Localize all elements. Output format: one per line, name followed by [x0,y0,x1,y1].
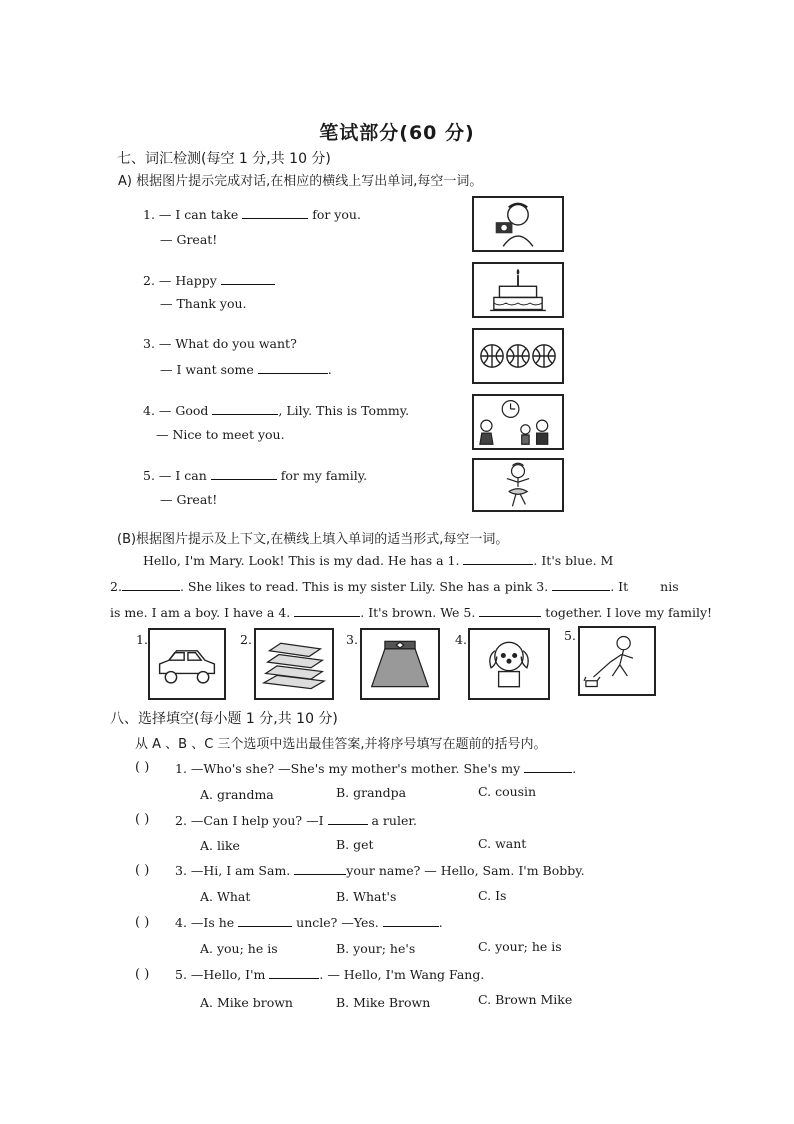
item-text: for you. [312,207,361,222]
passage-line-3 [110,604,712,620]
picture-label: 5. [564,628,576,643]
answer-blank[interactable] [211,467,277,480]
picture-label: 4. [455,632,467,647]
item-3-line-2 [160,361,332,377]
answer-paren[interactable]: ( ) [135,967,150,982]
item-1-line-1 [143,206,361,222]
photo-taking-picture [472,196,564,252]
question-text: a ruler. [371,813,417,828]
item-text: for my family. [280,468,368,483]
option-c: C. Brown Mike [478,992,573,1007]
books-image [254,628,334,700]
passage-text: together. I love my family! [545,605,713,620]
birthday-cake-image [472,262,564,318]
item-text: — What do you want? [158,336,297,351]
option-a: A. you; he is [200,941,278,956]
question-text: 5. —Hello, I'm [175,967,266,982]
question-3-stem [175,862,585,878]
section-8-heading: 八、选择填空(每小题 1 分,共 10 分) [110,711,338,727]
picture-label: 3. [346,632,358,647]
question-text: . — Hello, I'm Wang Fang. [319,967,485,982]
option-c: C. want [478,836,527,851]
answer-paren[interactable]: ( ) [135,863,150,878]
question-text: your name? — Hello, Sam. I'm Bobby. [346,863,585,878]
boy-walking-dog-image [578,626,656,696]
answer-blank[interactable] [258,361,328,374]
passage-text: Hello, I'm Mary. Look! This is my dad. He has a 1. [143,553,460,568]
passage-text: 2. [110,579,122,594]
answer-blank [238,914,292,927]
passage-line-1 [143,552,613,568]
item-text: , Lily. This is Tommy. [278,403,410,418]
people-meeting-clock-image [472,394,564,450]
item-number: 1. [143,207,155,222]
item-number: 2. [143,273,155,288]
question-text: 2. —Can I help you? —I [175,813,324,828]
option-c: C. your; he is [478,939,562,954]
item-4-line-2: — Nice to meet you. [156,427,285,442]
part-a-instruction: A) 根据图片提示完成对话,在相应的横线上写出单词,每空一词。 [118,174,483,189]
option-b: B. What's [336,889,397,904]
answer-blank[interactable] [463,552,533,565]
item-2-line-1 [143,272,275,288]
passage-text: nis [660,579,679,594]
answer-blank[interactable] [212,402,278,415]
answer-paren[interactable]: ( ) [135,812,150,827]
passage-text: . She likes to read. This is my sister Lily. She has a pink 3. [179,579,549,594]
option-a: A. Mike brown [200,995,293,1010]
question-4-stem [175,914,443,930]
picture-label: 1. [136,632,148,647]
section-8-instruction: 从 A 、B 、C 三个选项中选出最佳答案,并将序号填写在题前的括号内。 [135,737,547,752]
passage-text: is me. I am a boy. I have a 4. [110,605,291,620]
item-text: — I can take [158,207,239,222]
answer-blank [524,760,572,773]
item-text: . [327,362,332,377]
picture-label: 2. [240,632,252,647]
answer-paren[interactable]: ( ) [135,915,150,930]
option-b: B. get [336,837,374,852]
item-4-line-1 [143,402,409,418]
answer-blank[interactable] [122,578,180,591]
item-5-line-2: — Great! [160,492,218,507]
item-5-line-1 [143,467,367,483]
option-a: A. like [200,838,240,853]
passage-line-2 [110,578,679,594]
question-text: uncle? —Yes. [296,915,379,930]
passage-text: . It's blue. M [533,553,614,568]
answer-blank[interactable] [242,206,308,219]
item-3-line-1 [143,336,297,351]
page-title: 笔试部分(60 分) [319,122,475,144]
part-b-instruction: (B)根据图片提示及上下文,在横线上填入单词的适当形式,每空一词。 [117,532,509,547]
option-b: B. Mike Brown [336,995,431,1010]
passage-text: . It's brown. We 5. [360,605,476,620]
option-a: A. What [200,889,251,904]
question-1-stem [175,760,576,776]
item-text: — Good [158,403,209,418]
answer-blank[interactable] [479,604,541,617]
answer-blank[interactable] [552,578,610,591]
option-b: B. your; he's [336,941,416,956]
section-7-heading: 七、词汇检测(每空 1 分,共 10 分) [117,151,331,167]
item-2-line-2: — Thank you. [160,296,247,311]
answer-blank [383,914,439,927]
dancing-girl-image [472,458,564,512]
option-b: B. grandpa [336,785,407,800]
item-number: 5. [143,468,155,483]
answer-blank [328,812,368,825]
item-1-line-2: — Great! [160,232,218,247]
answer-blank [294,862,346,875]
item-text: — I want some [160,362,254,377]
question-2-stem [175,812,417,828]
basketballs-image [472,328,564,384]
item-number: 4. [143,403,155,418]
option-c: C. Is [478,888,507,903]
item-text: — I can [158,468,207,483]
car-image [148,628,226,700]
answer-blank[interactable] [294,604,360,617]
answer-paren[interactable]: ( ) [135,760,150,775]
item-number: 3. [143,336,155,351]
answer-blank[interactable] [221,272,275,285]
option-c: C. cousin [478,784,537,799]
question-text: . [572,761,577,776]
option-a: A. grandma [200,787,274,802]
question-text: 4. —Is he [175,915,235,930]
puppy-image [468,628,550,700]
skirt-image [360,628,440,700]
question-text: 1. —Who's she? —She's my mother's mother. She's my [175,761,521,776]
question-5-stem [175,966,484,982]
question-text: 3. —Hi, I am Sam. [175,863,291,878]
question-text: . [438,915,443,930]
item-text: — Happy [158,273,217,288]
passage-text: . It [610,579,629,594]
answer-blank [269,966,319,979]
